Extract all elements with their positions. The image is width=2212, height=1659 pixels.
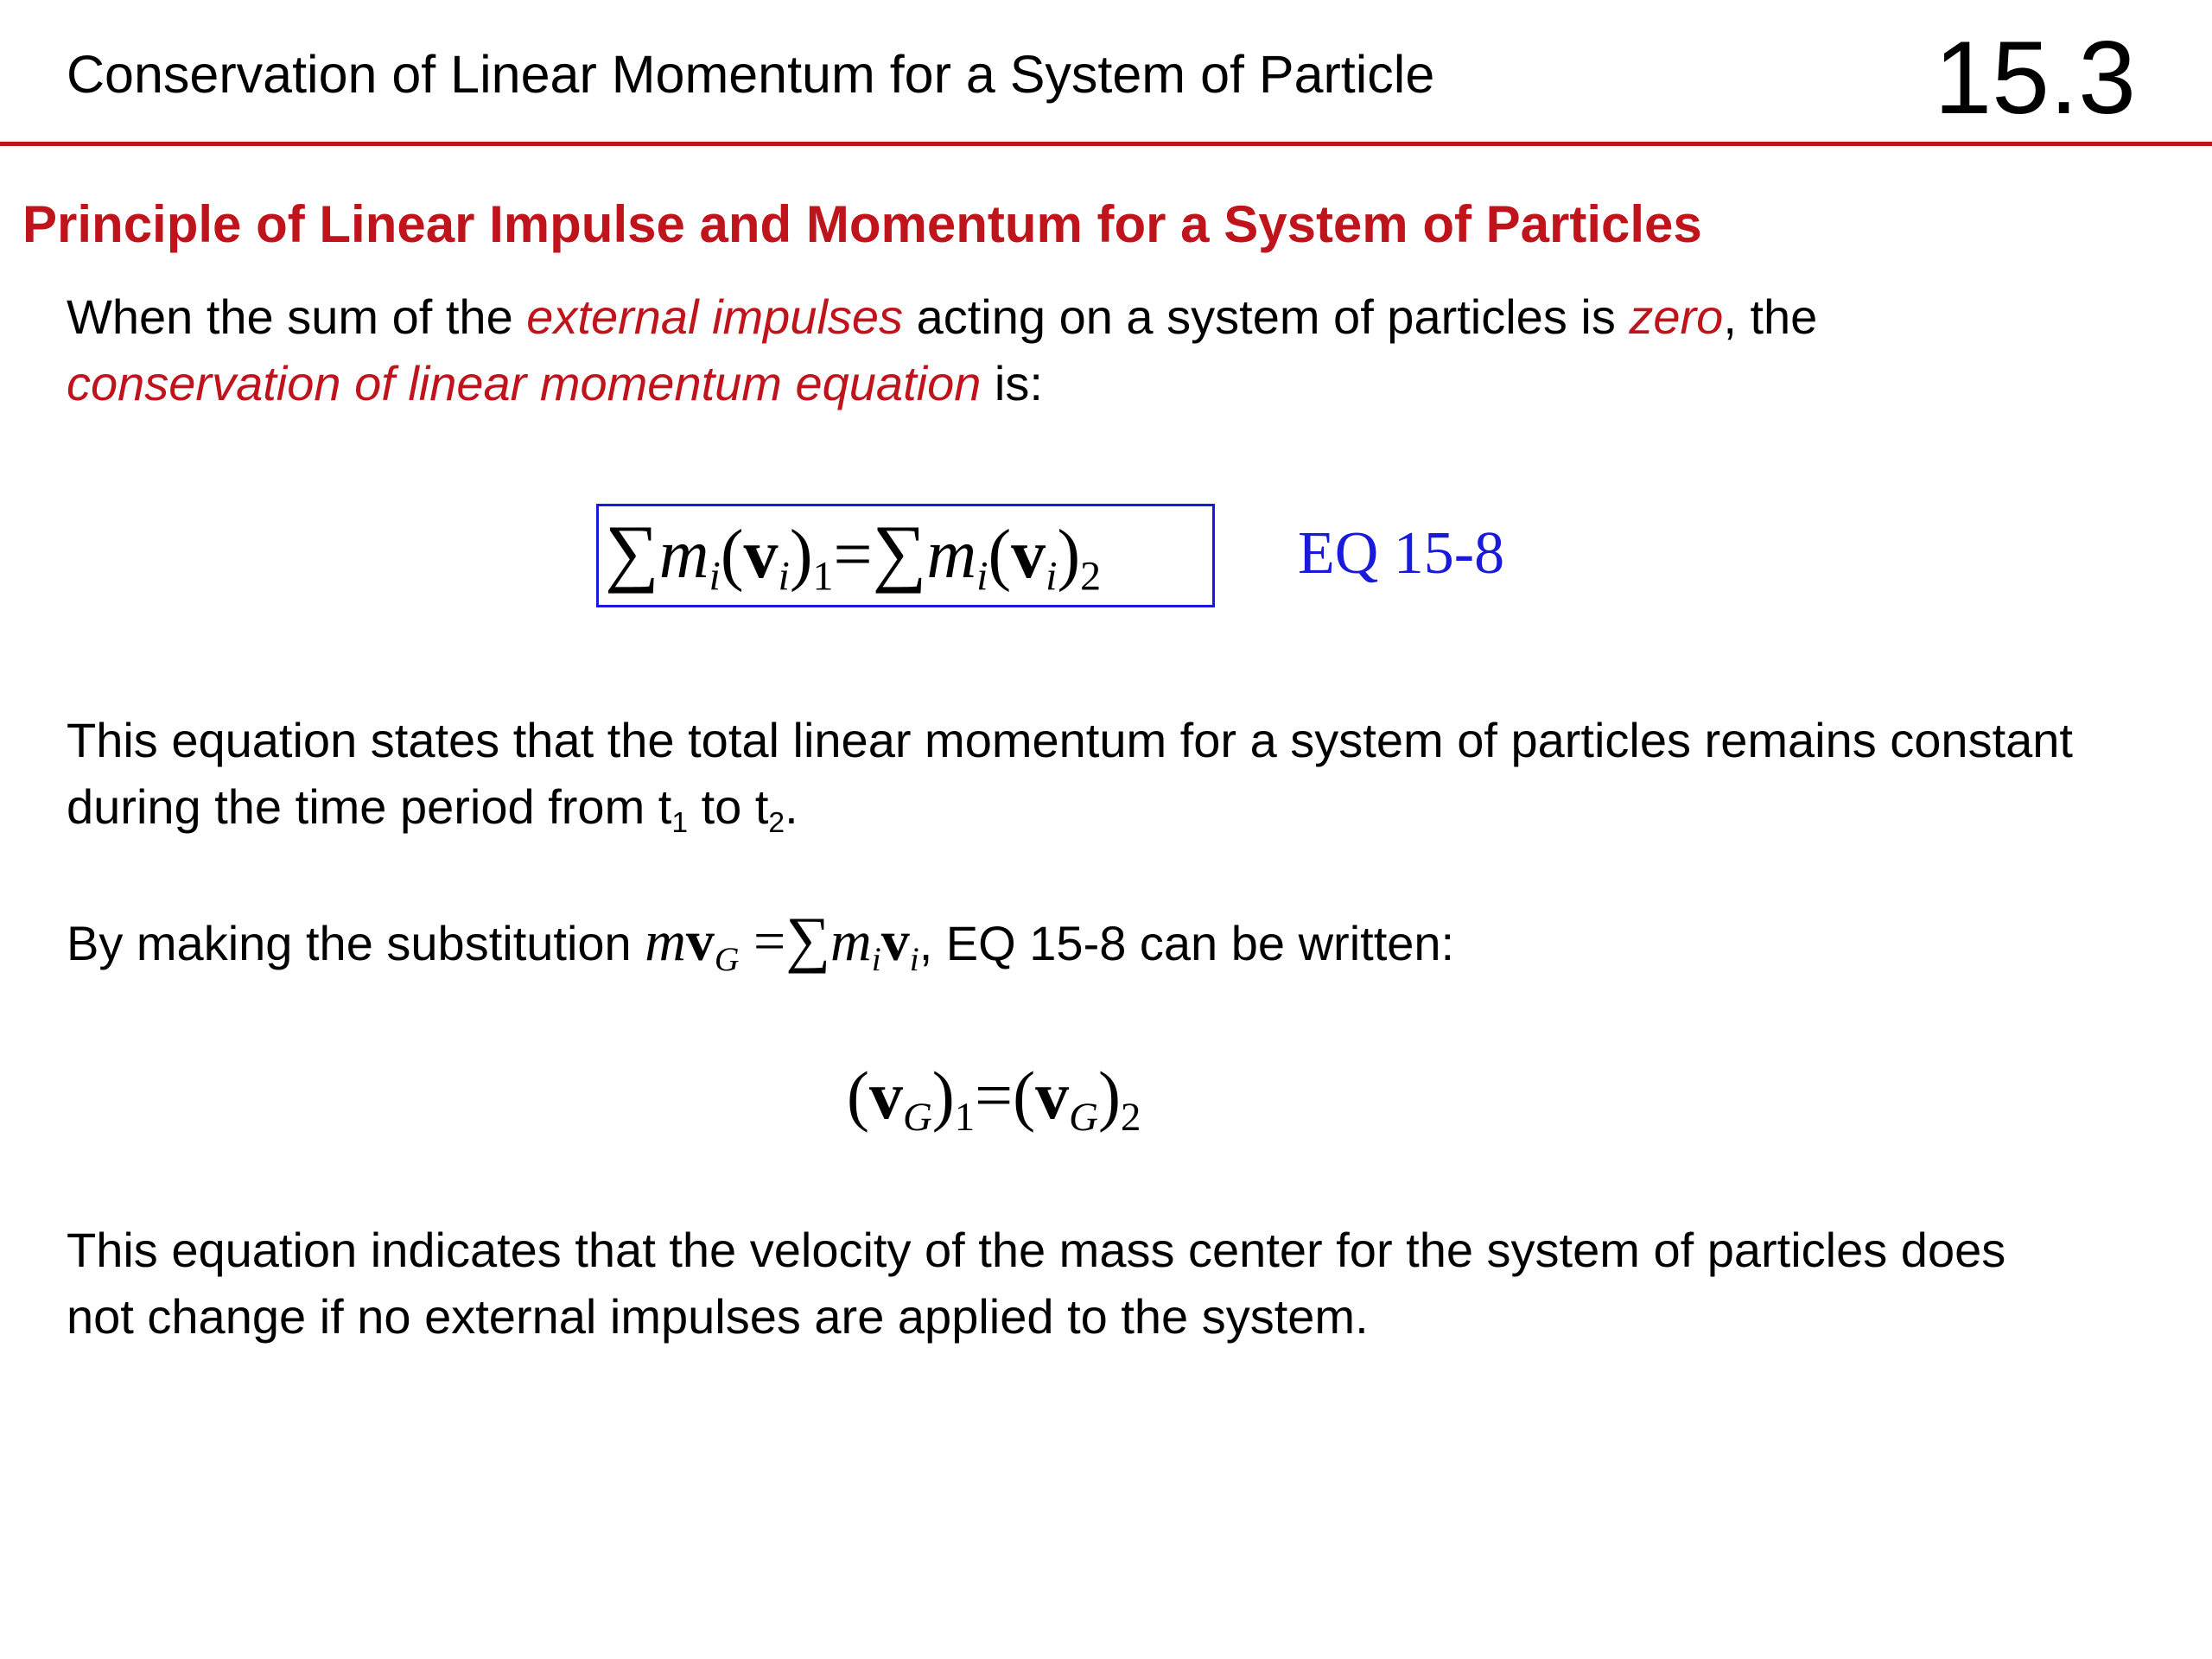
conclusion-line-1: This equation indicates that the velocity of the mass center for the system of particles does xyxy=(67,1223,2006,1277)
substitution-paragraph xyxy=(67,906,1454,976)
header-divider xyxy=(0,142,2212,146)
index-i: i xyxy=(778,553,790,600)
mass-symbol: m xyxy=(830,910,872,973)
mass-symbol: m xyxy=(658,517,709,593)
equation-label: EQ 15-8 xyxy=(1298,520,1505,587)
close-paren: ) xyxy=(1097,1058,1121,1133)
index-i: i xyxy=(1046,553,1058,600)
substitution-equation xyxy=(645,904,919,978)
term-conservation-equation: conservation of linear momentum equation xyxy=(67,356,982,410)
section-number: 15.3 xyxy=(1934,20,2136,136)
sigma-symbol: ∑ xyxy=(785,904,831,974)
sigma-symbol: ∑ xyxy=(872,511,927,594)
index-i: i xyxy=(976,553,988,600)
explanation-line-1: This equation states that the total linear momentum for a system of particles remains constant xyxy=(67,713,2073,767)
equals-sign: = xyxy=(833,517,873,593)
subscript-1: 1 xyxy=(954,1095,976,1141)
subscript-2: 2 xyxy=(1080,553,1102,600)
velocity-symbol: v xyxy=(1035,1058,1070,1133)
section-heading: Principle of Linear Impulse and Momentum for a System of Particles xyxy=(22,195,1702,253)
open-paren: ( xyxy=(847,1058,869,1133)
velocity-symbol: v xyxy=(685,910,715,973)
index-i: i xyxy=(709,553,721,600)
index-i: i xyxy=(909,939,919,978)
intro-paragraph xyxy=(67,283,1817,416)
mass-center-subscript: G xyxy=(714,939,740,978)
intro-text-4: is: xyxy=(981,356,1043,410)
close-paren: ) xyxy=(789,517,813,593)
subscript-2: 2 xyxy=(1120,1095,1141,1141)
equals-sign: = xyxy=(975,1058,1014,1133)
time-subscript-1: 1 xyxy=(671,807,689,840)
explanation-paragraph xyxy=(67,707,2073,840)
term-zero: zero xyxy=(1629,289,1724,344)
close-paren: ) xyxy=(1057,517,1081,593)
equation-15-8 xyxy=(605,510,1101,598)
conclusion-line-2: not change if no external impulses are applied to the system. xyxy=(67,1289,1369,1344)
explanation-text-a: during the time period from t xyxy=(67,779,672,834)
intro-text-2: acting on a system of particles is xyxy=(903,289,1630,344)
mass-symbol: m xyxy=(926,517,977,593)
explanation-text-b: to t xyxy=(688,779,769,834)
mass-symbol: m xyxy=(645,910,686,973)
intro-text-1: When the sum of the xyxy=(67,289,527,344)
conclusion-paragraph xyxy=(67,1217,2005,1350)
substitution-text-after: , EQ 15-8 can be written: xyxy=(918,916,1455,970)
sigma-symbol: ∑ xyxy=(605,511,659,594)
explanation-text-c: . xyxy=(785,779,798,834)
velocity-symbol: v xyxy=(880,910,910,973)
time-subscript-2: 2 xyxy=(768,807,785,840)
open-paren: ( xyxy=(988,517,1012,593)
subscript-1: 1 xyxy=(812,553,834,600)
equals-sign: = xyxy=(739,910,786,973)
close-paren: ) xyxy=(931,1058,955,1133)
mass-center-subscript: G xyxy=(1069,1095,1098,1141)
velocity-symbol: v xyxy=(868,1058,903,1133)
index-i: i xyxy=(871,939,881,978)
velocity-symbol: v xyxy=(743,517,779,593)
mass-center-velocity-equation xyxy=(847,1052,1141,1139)
velocity-symbol: v xyxy=(1011,517,1046,593)
term-external-impulses: external impulses xyxy=(526,289,904,344)
intro-text-3: , the xyxy=(1723,289,1818,344)
open-paren: ( xyxy=(1013,1058,1036,1133)
slide-title: Conservation of Linear Momentum for a System of Particle xyxy=(67,45,1435,104)
mass-center-subscript: G xyxy=(902,1095,932,1141)
substitution-text: By making the substitution xyxy=(67,916,645,970)
open-paren: ( xyxy=(720,517,744,593)
